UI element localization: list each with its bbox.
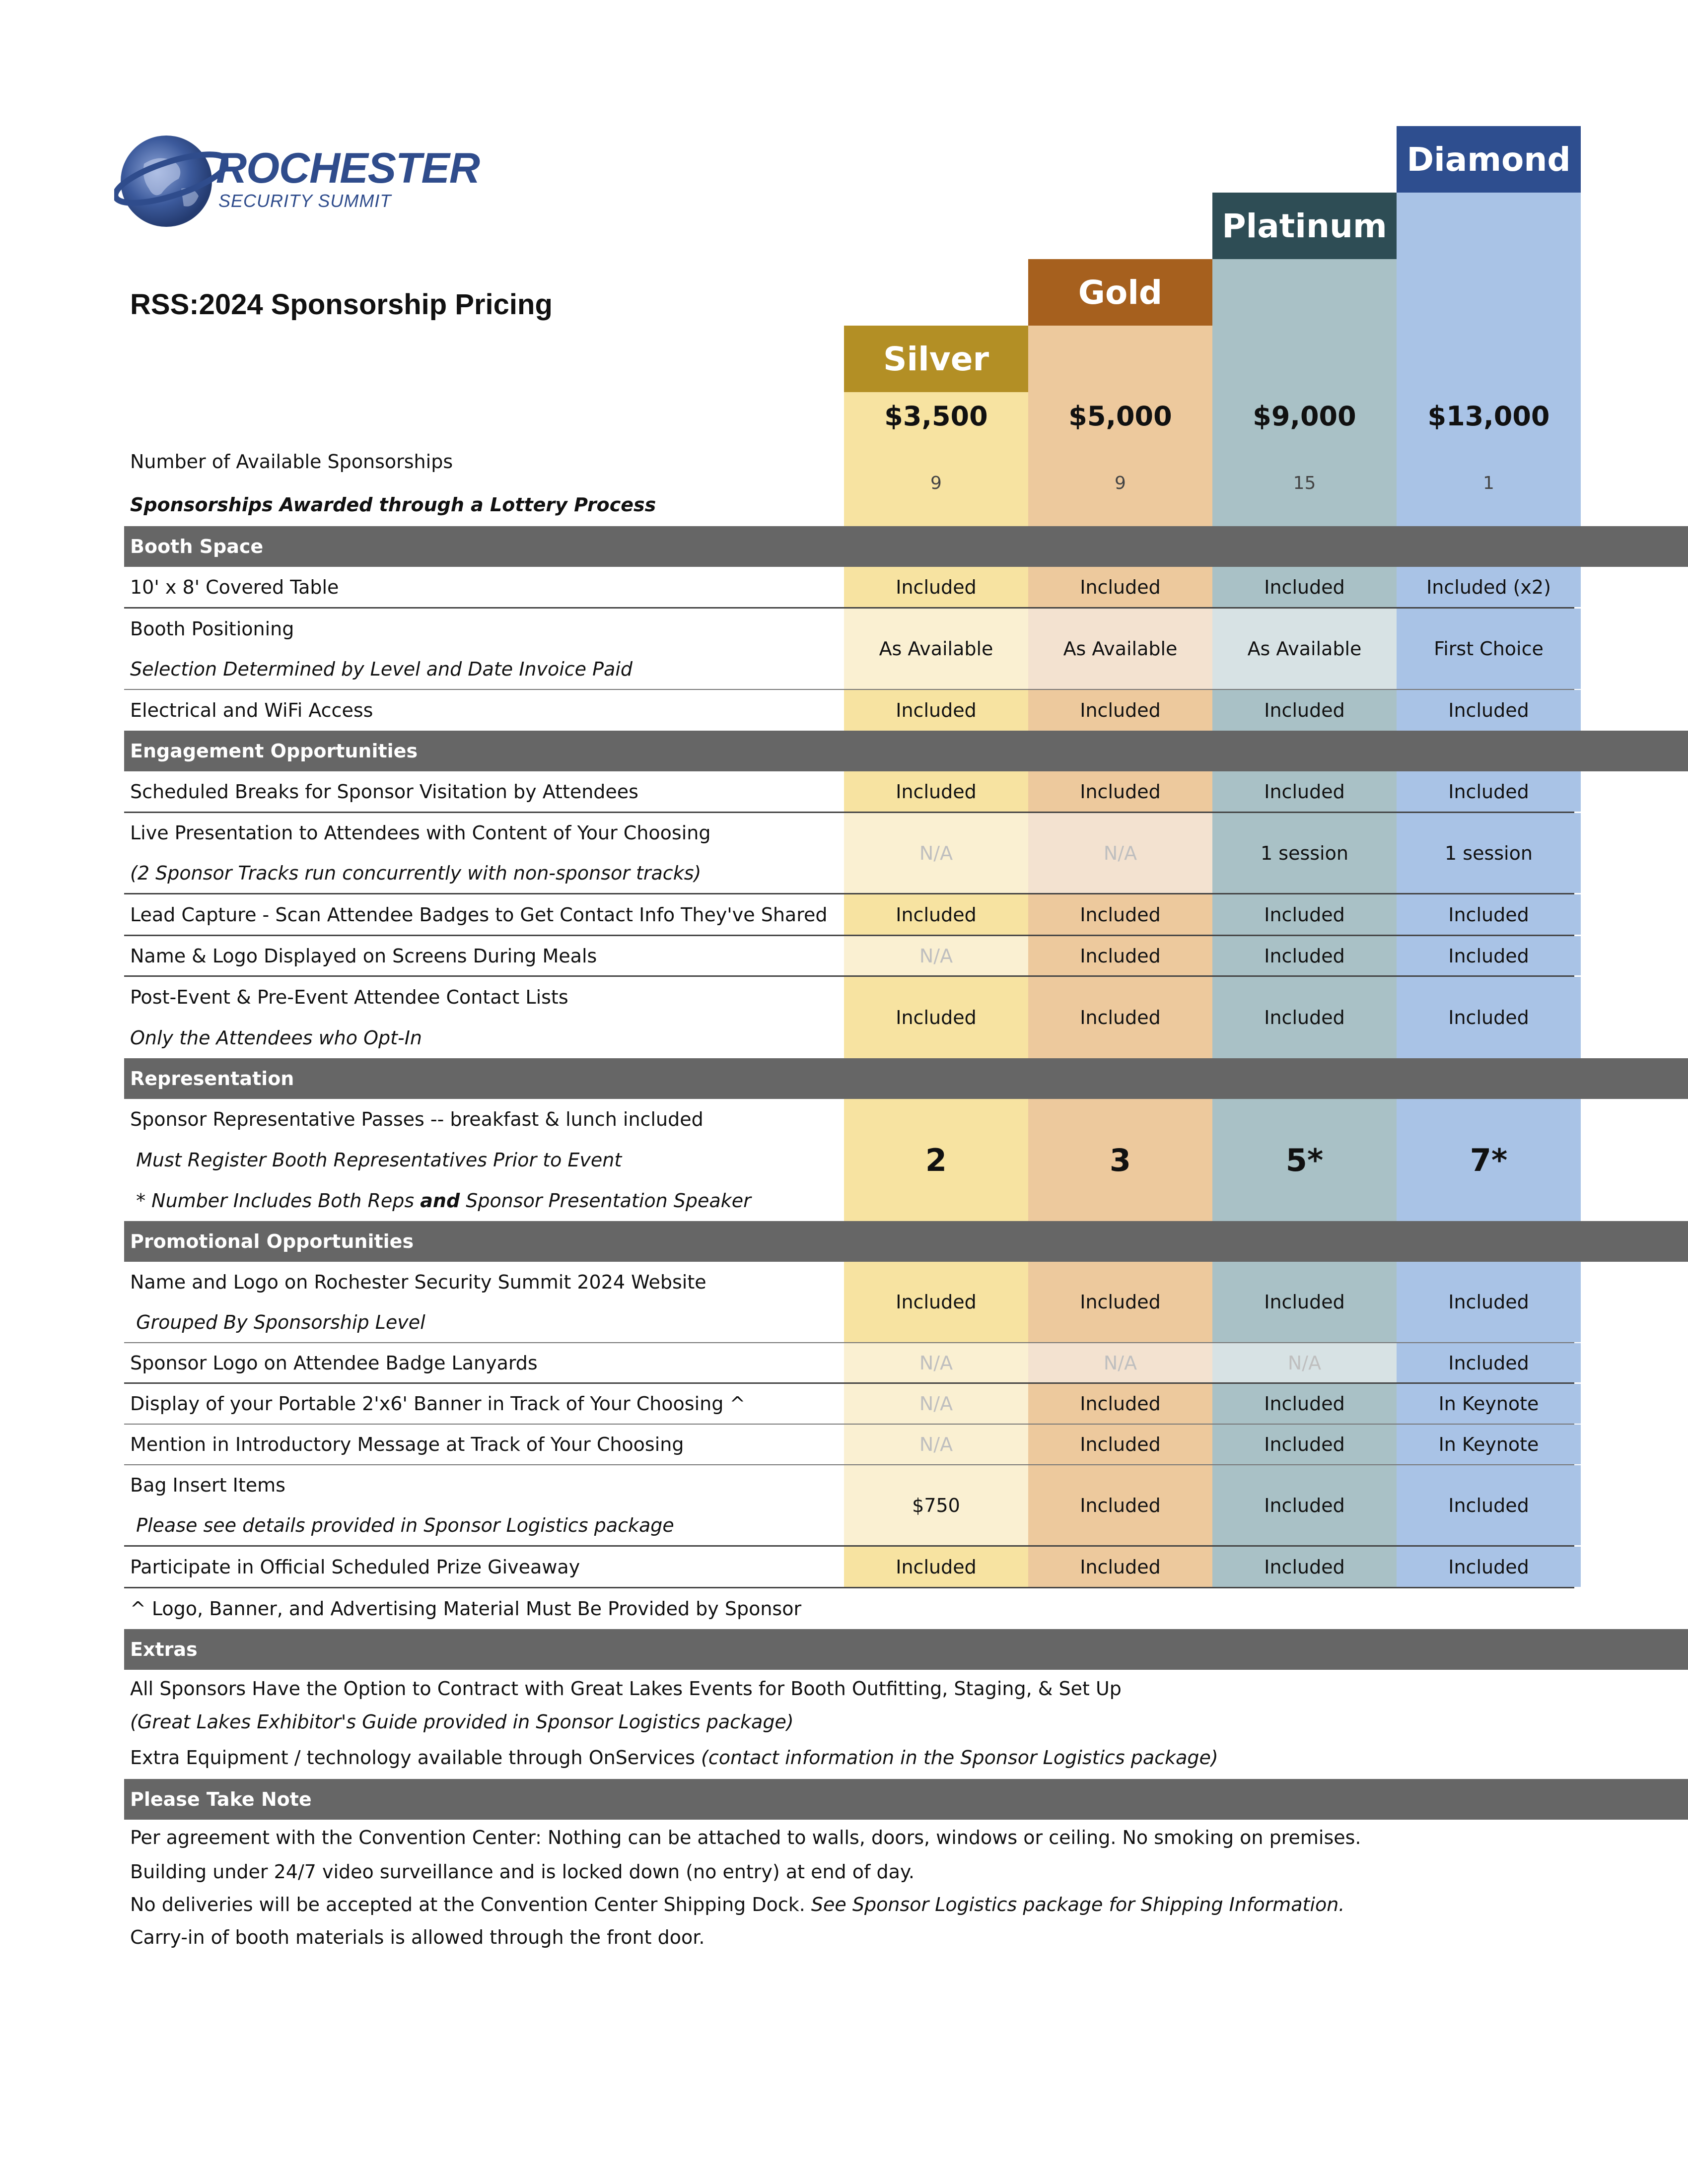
table-row xyxy=(124,1343,1574,1384)
row-label: Sponsor Representative Passes -- breakfast & lunch included xyxy=(130,1108,703,1130)
row-label: Electrical and WiFi Access xyxy=(130,699,373,721)
table-row xyxy=(124,1547,1574,1588)
cell-platinum: Included xyxy=(1212,1547,1397,1587)
price-platinum: $9,000 xyxy=(1253,400,1356,432)
cell-gold: Included xyxy=(1028,567,1212,607)
cell-platinum: Included xyxy=(1212,690,1397,731)
footnote: ^ Logo, Banner, and Advertising Material Must Be Provided by Sponsor xyxy=(130,1598,802,1620)
logo-subtitle: SECURITY SUMMIT xyxy=(218,191,392,211)
cell-platinum: Included xyxy=(1212,936,1397,975)
section-header-engagement: Engagement Opportunities xyxy=(124,731,1688,771)
tier-header-platinum: Platinum xyxy=(1212,193,1397,259)
cell-platinum: 5* xyxy=(1212,1099,1397,1221)
cell-diamond: Included (x2) xyxy=(1397,567,1581,607)
cell-platinum: As Available xyxy=(1212,609,1397,689)
cell-gold: As Available xyxy=(1028,609,1212,689)
cell-silver: N/A xyxy=(844,1384,1028,1424)
row-label: Name and Logo on Rochester Security Summit 2024 Website xyxy=(130,1271,706,1293)
cell-diamond: Included xyxy=(1397,690,1581,731)
globe-icon xyxy=(114,124,228,238)
cell-diamond: In Keynote xyxy=(1397,1425,1581,1464)
cell-diamond: Included xyxy=(1397,977,1581,1058)
cell-diamond: Included xyxy=(1397,1465,1581,1545)
extras-line-3: Extra Equipment / technology available through OnServices (contact information in the Sponsor Logistics package) xyxy=(130,1747,1218,1769)
row-label: Post-Event & Pre-Event Attendee Contact Lists xyxy=(130,986,568,1008)
table-row xyxy=(124,771,1574,813)
row-label: Scheduled Breaks for Sponsor Visitation by Attendees xyxy=(130,780,638,803)
table-row xyxy=(124,936,1574,977)
cell-gold: Included xyxy=(1028,894,1212,935)
cell-silver: N/A xyxy=(844,1343,1028,1382)
table-row-availability xyxy=(124,440,1574,526)
row-label: Mention in Introductory Message at Track of Your Choosing xyxy=(130,1433,684,1455)
cell-diamond: 1 session xyxy=(1397,813,1581,893)
cell-platinum: N/A xyxy=(1212,1343,1397,1382)
cell-silver: N/A xyxy=(844,1425,1028,1464)
note-line-4: Carry-in of booth materials is allowed through the front door. xyxy=(130,1926,705,1948)
table-row xyxy=(124,1099,1574,1221)
cell-platinum: Included xyxy=(1212,1262,1397,1342)
row-note: * Number Includes Both Reps and Sponsor Presentation Speaker xyxy=(130,1190,751,1212)
row-label: Participate in Official Scheduled Prize Giveaway xyxy=(130,1556,580,1578)
tier-header-diamond: Diamond xyxy=(1397,126,1581,193)
row-label: 10' x 8' Covered Table xyxy=(130,576,339,598)
cell-platinum: Included xyxy=(1212,771,1397,812)
cell-diamond: Included xyxy=(1397,936,1581,975)
row-note: Grouped By Sponsorship Level xyxy=(130,1311,425,1333)
table-row xyxy=(124,567,1574,609)
tier-header-gold: Gold xyxy=(1028,259,1212,326)
cell-gold: Included xyxy=(1028,1425,1212,1464)
section-header-representation: Representation xyxy=(124,1058,1688,1099)
table-row xyxy=(124,894,1574,936)
cell-gold: Included xyxy=(1028,690,1212,731)
row-label: Name & Logo Displayed on Screens During Meals xyxy=(130,945,597,967)
row-note: Only the Attendees who Opt-In xyxy=(130,1027,422,1049)
cell-gold: Included xyxy=(1028,977,1212,1058)
cell-diamond: In Keynote xyxy=(1397,1384,1581,1424)
pricing-table xyxy=(124,440,1574,1954)
table-row xyxy=(124,1425,1574,1465)
row-note: Selection Determined by Level and Date Invoice Paid xyxy=(130,658,633,680)
cell-gold: Included xyxy=(1028,1262,1212,1342)
cell-silver: Included xyxy=(844,567,1028,607)
cell-diamond: Included xyxy=(1397,1343,1581,1382)
cell-silver: Included xyxy=(844,894,1028,935)
cell-silver: Included xyxy=(844,977,1028,1058)
table-row xyxy=(124,690,1574,731)
cell-platinum: 1 session xyxy=(1212,813,1397,893)
cell-gold: Included xyxy=(1028,936,1212,975)
section-header-extras: Extras xyxy=(124,1629,1688,1670)
price-silver: $3,500 xyxy=(884,400,988,432)
row-label: Number of Available Sponsorships xyxy=(130,450,453,473)
price-gold: $5,000 xyxy=(1068,400,1172,432)
cell-gold: N/A xyxy=(1028,1343,1212,1382)
cell-gold: 9 xyxy=(1028,440,1212,526)
row-label: Bag Insert Items xyxy=(130,1474,285,1497)
cell-diamond: Included xyxy=(1397,894,1581,935)
cell-gold: Included xyxy=(1028,1465,1212,1545)
cell-diamond: 1 xyxy=(1397,440,1581,526)
section-header-note: Please Take Note xyxy=(124,1779,1688,1820)
cell-gold: N/A xyxy=(1028,813,1212,893)
extras-line-1: All Sponsors Have the Option to Contract with Great Lakes Events for Booth Outfitting, Staging, & Set Up xyxy=(130,1678,1122,1700)
cell-platinum: Included xyxy=(1212,977,1397,1058)
cell-silver: 9 xyxy=(844,440,1028,526)
cell-silver: As Available xyxy=(844,609,1028,689)
row-label: Sponsor Logo on Attendee Badge Lanyards xyxy=(130,1352,538,1374)
cell-silver: N/A xyxy=(844,936,1028,975)
note-line-2: Building under 24/7 video surveillance and is locked down (no entry) at end of day. xyxy=(130,1861,915,1883)
cell-platinum: Included xyxy=(1212,1425,1397,1464)
cell-gold: Included xyxy=(1028,1547,1212,1587)
cell-silver: 2 xyxy=(844,1099,1028,1221)
table-row xyxy=(124,1465,1574,1547)
row-label: Booth Positioning xyxy=(130,617,294,640)
cell-platinum: 15 xyxy=(1212,440,1397,526)
cell-platinum: Included xyxy=(1212,1384,1397,1424)
row-label: Live Presentation to Attendees with Content of Your Choosing xyxy=(130,822,711,844)
note-line-1: Per agreement with the Convention Center: Nothing can be attached to walls, doors, windows or ceiling. No smoking on premises. xyxy=(130,1827,1361,1848)
cell-gold: Included xyxy=(1028,771,1212,812)
cell-gold: 3 xyxy=(1028,1099,1212,1221)
cell-diamond: Included xyxy=(1397,1547,1581,1587)
cell-silver: Included xyxy=(844,771,1028,812)
row-label: Lead Capture - Scan Attendee Badges to Get Contact Info They've Shared xyxy=(130,903,828,926)
page-title: RSS:2024 Sponsorship Pricing xyxy=(130,288,553,321)
cell-silver: N/A xyxy=(844,813,1028,893)
tier-header-silver: Silver xyxy=(844,326,1028,392)
note-line-3: No deliveries will be accepted at the Convention Center Shipping Dock. See Sponsor Logistics package for Shipping Information. xyxy=(130,1894,1345,1915)
cell-diamond: Included xyxy=(1397,1262,1581,1342)
cell-platinum: Included xyxy=(1212,894,1397,935)
table-row xyxy=(124,977,1574,1058)
table-row xyxy=(124,609,1574,690)
price-diamond: $13,000 xyxy=(1427,400,1550,432)
cell-silver: Included xyxy=(844,1262,1028,1342)
cell-diamond: Included xyxy=(1397,771,1581,812)
logo-wordmark: ROCHESTER xyxy=(216,144,480,192)
cell-diamond: 7* xyxy=(1397,1099,1581,1221)
row-note: (2 Sponsor Tracks run concurrently with non-sponsor tracks) xyxy=(130,862,702,884)
cell-gold: Included xyxy=(1028,1384,1212,1424)
row-note: Must Register Booth Representatives Prior to Event xyxy=(130,1149,622,1171)
table-row xyxy=(124,1384,1574,1425)
table-row xyxy=(124,813,1574,894)
extras-line-2: (Great Lakes Exhibitor's Guide provided in Sponsor Logistics package) xyxy=(130,1711,794,1733)
cell-platinum: Included xyxy=(1212,567,1397,607)
row-label: Display of your Portable 2'x6' Banner in Track of Your Choosing ^ xyxy=(130,1393,746,1415)
cell-platinum: Included xyxy=(1212,1465,1397,1545)
table-row xyxy=(124,1262,1574,1343)
section-header-promotional: Promotional Opportunities xyxy=(124,1221,1688,1262)
cell-diamond: First Choice xyxy=(1397,609,1581,689)
cell-silver: Included xyxy=(844,690,1028,731)
logo xyxy=(114,124,480,238)
cell-silver: Included xyxy=(844,1547,1028,1587)
cell-silver: $750 xyxy=(844,1465,1028,1545)
section-header-booth: Booth Space xyxy=(124,526,1688,567)
row-note: Sponsorships Awarded through a Lottery Process xyxy=(130,493,656,516)
row-note: Please see details provided in Sponsor Logistics package xyxy=(130,1514,674,1536)
